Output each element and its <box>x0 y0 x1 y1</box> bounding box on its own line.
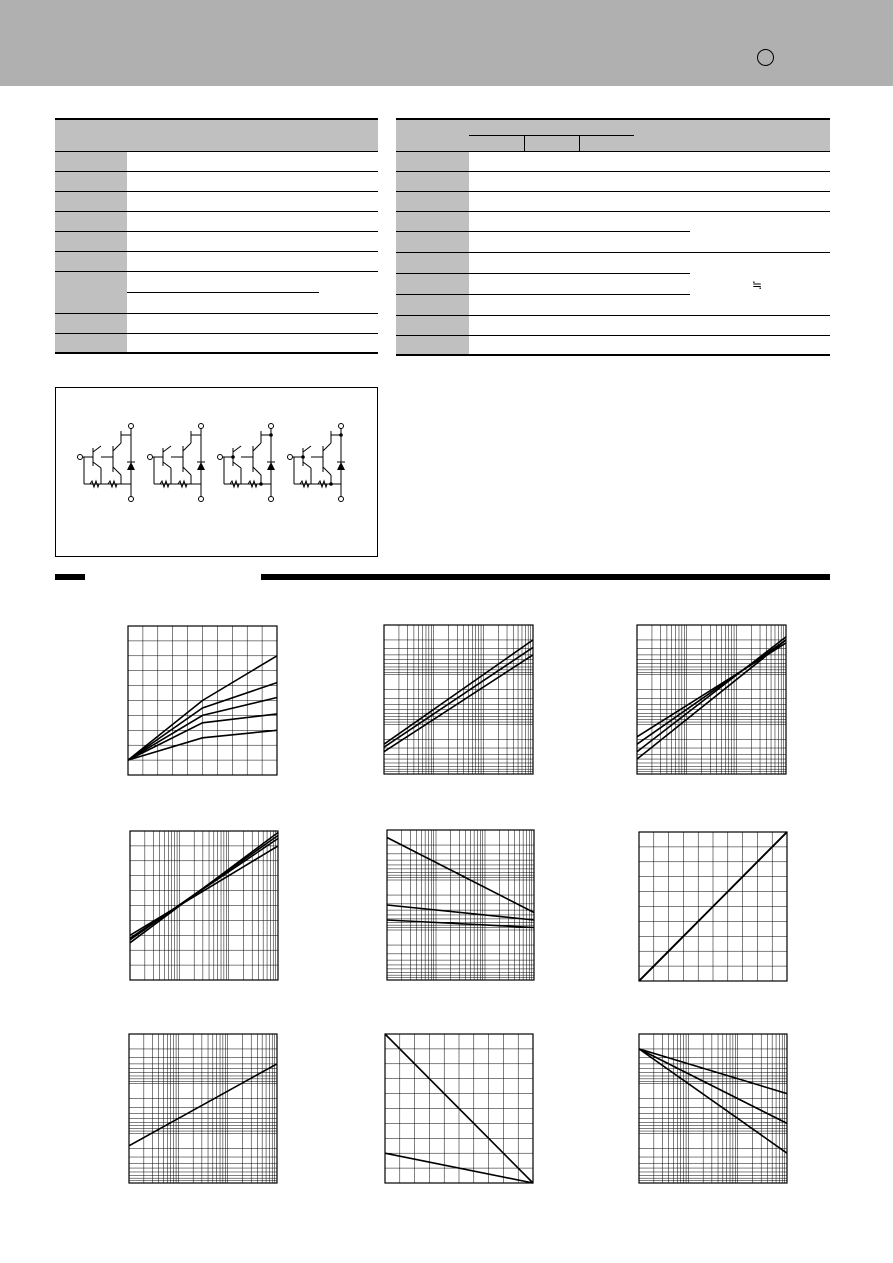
circuit-wire <box>113 467 121 475</box>
terminal-collector <box>199 424 204 429</box>
table-row <box>55 313 378 333</box>
circuit-wire <box>303 462 311 468</box>
plot-frame <box>129 1034 277 1183</box>
junction-dot <box>301 455 305 459</box>
terminal-emitter <box>269 497 274 502</box>
circuit-cell <box>78 424 136 502</box>
header-cell <box>524 135 579 151</box>
circuit-wire <box>233 446 241 452</box>
graph-4 <box>129 830 279 981</box>
circuit-wire <box>113 443 121 451</box>
terminal-collector <box>129 424 134 429</box>
diode-symbol <box>337 462 345 470</box>
approx-symbol: ≒ <box>752 278 763 292</box>
table-row <box>55 211 378 231</box>
graph-2 <box>383 624 534 775</box>
table-row <box>55 191 378 211</box>
header-cell <box>579 135 634 151</box>
circuit-wire <box>93 462 101 468</box>
series-line <box>639 1049 787 1153</box>
table-row <box>396 191 830 211</box>
junction-dot <box>259 482 263 486</box>
graph-6 <box>638 831 788 982</box>
table-row <box>55 231 378 251</box>
graph-3 <box>636 624 787 775</box>
header-cell <box>469 119 634 135</box>
equivalent-circuit-diagram <box>56 388 377 556</box>
terminal-base <box>288 455 293 460</box>
series-line <box>130 833 278 943</box>
table-row <box>55 171 378 191</box>
section-bar-short <box>55 574 85 580</box>
table-row <box>55 251 378 271</box>
circuit-wire <box>183 443 191 451</box>
circle-symbol <box>757 49 774 66</box>
circuit-wire <box>93 446 101 452</box>
circuit-cell <box>218 424 276 502</box>
circuit-cell <box>288 424 346 502</box>
terminal-emitter <box>129 497 134 502</box>
graph-7 <box>128 1033 278 1184</box>
terminal-collector <box>269 424 274 429</box>
equivalent-circuit-box <box>55 387 378 557</box>
circuit-wire <box>303 446 311 452</box>
series-line <box>384 640 533 744</box>
header-cell <box>634 119 690 151</box>
series-line <box>637 637 786 752</box>
graph-8 <box>384 1033 534 1184</box>
diode-symbol <box>197 462 205 470</box>
circuit-cell <box>148 424 206 502</box>
header-band <box>0 0 893 86</box>
table-row <box>396 151 830 171</box>
header-cell <box>469 135 524 151</box>
plot-frame <box>387 830 534 980</box>
graph-9 <box>638 1033 788 1184</box>
header-cell <box>319 119 378 151</box>
terminal-collector <box>339 424 344 429</box>
series-line <box>387 905 534 920</box>
characteristics-table <box>396 118 830 356</box>
header-cell <box>690 119 830 151</box>
circuit-wire <box>253 467 261 475</box>
junction-dot <box>231 455 235 459</box>
series-line <box>384 647 533 747</box>
circuit-wire <box>323 467 331 475</box>
table-row <box>396 171 830 191</box>
table-row <box>396 211 830 232</box>
series-line <box>637 640 786 744</box>
header-cell <box>396 119 469 151</box>
table-row <box>55 333 378 353</box>
series-line <box>387 920 534 928</box>
diode-symbol <box>267 462 275 470</box>
circuit-wire <box>163 462 171 468</box>
circuit-wire <box>323 443 331 451</box>
terminal-base <box>218 455 223 460</box>
circuit-wire <box>253 443 261 451</box>
terminal-base <box>78 455 83 460</box>
table-row <box>55 271 378 292</box>
terminal-base <box>148 455 153 460</box>
ratings-table <box>55 118 378 354</box>
table-row <box>396 335 830 355</box>
junction-dot <box>329 482 333 486</box>
header-cell <box>127 119 319 151</box>
table-row <box>396 315 830 335</box>
graph-5 <box>386 829 535 981</box>
circuit-wire <box>233 462 241 468</box>
terminal-emitter <box>339 497 344 502</box>
diode-symbol <box>127 462 135 470</box>
series-line <box>384 655 533 752</box>
header-cell <box>55 119 127 151</box>
circuit-wire <box>163 446 171 452</box>
junction-dot <box>269 433 273 437</box>
terminal-emitter <box>199 497 204 502</box>
section-bar-long <box>261 574 830 580</box>
circuit-wire <box>183 467 191 475</box>
junction-dot <box>339 433 343 437</box>
plot-frame <box>384 625 533 774</box>
table-row <box>55 151 378 171</box>
table-row <box>396 252 830 273</box>
graph-1 <box>127 625 278 776</box>
